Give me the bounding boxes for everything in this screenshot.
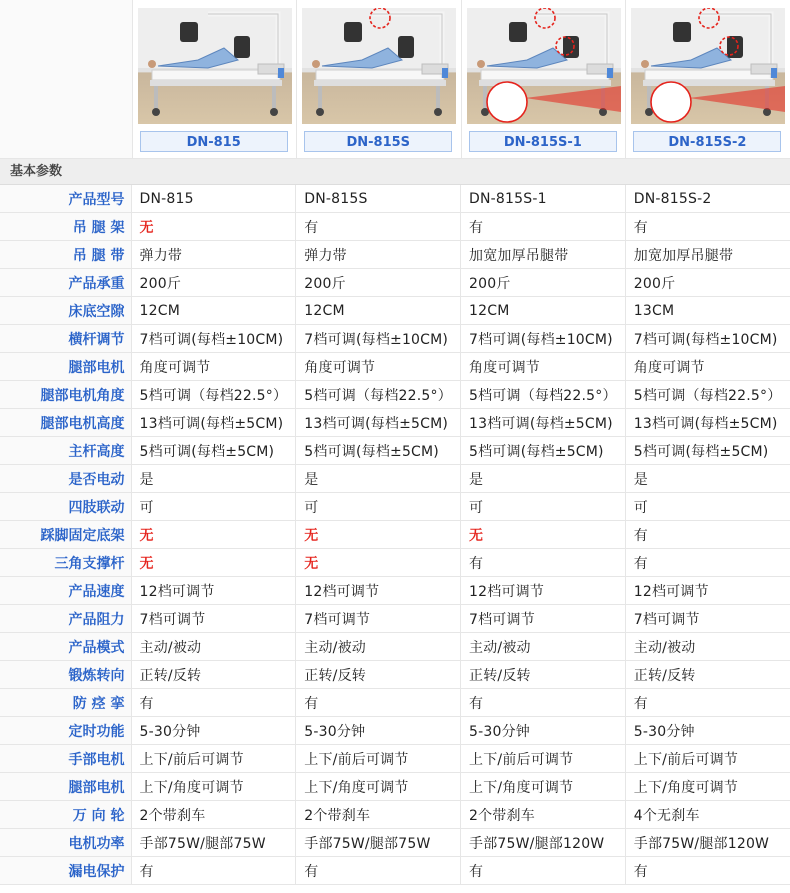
spec-value: 角度可调节 [625,353,790,381]
spec-row [0,549,790,577]
spec-value: 200斤 [131,269,296,297]
spec-value: 5档可调(每档±5CM) [131,437,296,465]
spec-row [0,381,790,409]
spec-label: 吊 腿 架 [0,213,131,241]
spec-value: 弹力带 [131,241,296,269]
product-column-1 [133,0,298,158]
spec-value: 无 [131,213,296,241]
spec-label: 产品模式 [0,633,131,661]
spec-value: 4个无刹车 [625,801,790,829]
product-column-2 [297,0,462,158]
spec-value: 可 [296,493,461,521]
spec-label: 定时功能 [0,717,131,745]
spec-label: 锻炼转向 [0,661,131,689]
spec-row [0,465,790,493]
spec-row [0,325,790,353]
spec-value: 有 [131,857,296,885]
spec-value: 有 [625,857,790,885]
spec-row [0,213,790,241]
spec-row [0,801,790,829]
spec-label: 腿部电机 [0,773,131,801]
spec-value: 上下/角度可调节 [461,773,626,801]
spec-value: 有 [461,213,626,241]
spec-value: 200斤 [461,269,626,297]
spec-value: DN-815S-1 [461,185,626,213]
header-corner [0,0,133,158]
spec-value: 13档可调(每档±5CM) [296,409,461,437]
spec-label: 吊 腿 带 [0,241,131,269]
product-column-3 [462,0,627,158]
spec-value: 是 [296,465,461,493]
spec-row [0,297,790,325]
spec-value: 12档可调节 [625,577,790,605]
spec-value: 有 [296,213,461,241]
product-photo [302,8,456,124]
spec-value: 有 [625,549,790,577]
spec-value: 有 [131,689,296,717]
spec-value: 7档可调(每档±10CM) [461,325,626,353]
spec-value: 13档可调(每档±5CM) [131,409,296,437]
spec-row [0,185,790,213]
spec-value: 13档可调(每档±5CM) [461,409,626,437]
base-circle-highlight [487,82,527,122]
spec-value: 有 [461,549,626,577]
spec-value: 上下/角度可调节 [625,773,790,801]
section-title: 基本参数 [0,159,790,185]
spec-row [0,521,790,549]
spec-value: 12档可调节 [296,577,461,605]
spec-row [0,493,790,521]
product-column-4 [626,0,790,158]
spec-value: 上下/前后可调节 [296,745,461,773]
spec-value: 有 [461,689,626,717]
spec-value: 加宽加厚吊腿带 [461,241,626,269]
spec-value: 上下/前后可调节 [131,745,296,773]
spec-value: 可 [461,493,626,521]
model-tag: DN-815S-2 [633,131,781,152]
spec-value: 上下/角度可调节 [296,773,461,801]
spec-row [0,745,790,773]
product-photo [467,8,621,124]
spec-value: 5-30分钟 [625,717,790,745]
spec-value: 有 [296,689,461,717]
product-header-row [0,0,790,159]
spec-value: 正转/反转 [625,661,790,689]
spec-value: 有 [625,689,790,717]
spec-value: 7档可调(每档±10CM) [296,325,461,353]
spec-label: 踩脚固定底架 [0,521,131,549]
spec-row [0,605,790,633]
spec-label: 防 痉 挛 [0,689,131,717]
spec-label: 床底空隙 [0,297,131,325]
spec-value: 是 [131,465,296,493]
spec-label: 四肢联动 [0,493,131,521]
spec-value: 7档可调节 [296,605,461,633]
spec-label: 电机功率 [0,829,131,857]
spec-value: 无 [131,521,296,549]
spec-row [0,773,790,801]
spec-value: 2个带刹车 [296,801,461,829]
model-tag: DN-815S-1 [469,131,617,152]
spec-value: 12CM [296,297,461,325]
spec-value: 手部75W/腿部120W [625,829,790,857]
spec-value: 7档可调(每档±10CM) [131,325,296,353]
spec-value: 正转/反转 [131,661,296,689]
spec-label: 手部电机 [0,745,131,773]
spec-value: 7档可调(每档±10CM) [625,325,790,353]
spec-label: 腿部电机 [0,353,131,381]
spec-value: 有 [461,857,626,885]
spec-value: 5档可调（每档22.5°） [131,381,296,409]
spec-value: 可 [625,493,790,521]
zoom-beam [689,86,785,112]
product-photo [138,8,292,124]
base-circle-highlight [651,82,691,122]
spec-value: 手部75W/腿部120W [461,829,626,857]
spec-value: 13档可调(每档±5CM) [625,409,790,437]
spec-label: 腿部电机角度 [0,381,131,409]
spec-label: 产品速度 [0,577,131,605]
spec-row [0,717,790,745]
product-photo [631,8,785,124]
spec-value: 是 [625,465,790,493]
spec-row [0,353,790,381]
spec-value: 主动/被动 [296,633,461,661]
spec-value: 角度可调节 [296,353,461,381]
spec-value: 12CM [131,297,296,325]
spec-row [0,241,790,269]
spec-label: 产品型号 [0,185,131,213]
spec-label: 横杆调节 [0,325,131,353]
spec-value: 5档可调(每档±5CM) [461,437,626,465]
spec-row [0,409,790,437]
spec-value: 5-30分钟 [296,717,461,745]
spec-value: 7档可调节 [461,605,626,633]
spec-value: 5档可调(每档±5CM) [625,437,790,465]
spec-value: DN-815S [296,185,461,213]
spec-value: 无 [461,521,626,549]
spec-value: 上下/前后可调节 [461,745,626,773]
spec-row [0,661,790,689]
spec-value: 5档可调（每档22.5°） [625,381,790,409]
spec-row [0,577,790,605]
spec-value: 有 [625,521,790,549]
spec-label: 腿部电机高度 [0,409,131,437]
spec-value: 无 [296,549,461,577]
spec-value: 正转/反转 [296,661,461,689]
spec-value: 12档可调节 [131,577,296,605]
spec-value: 5-30分钟 [461,717,626,745]
spec-value: 5-30分钟 [131,717,296,745]
spec-row [0,633,790,661]
spec-value: DN-815S-2 [625,185,790,213]
spec-label: 主杆高度 [0,437,131,465]
spec-value: 弹力带 [296,241,461,269]
spec-value: 可 [131,493,296,521]
spec-value: 7档可调节 [131,605,296,633]
spec-value: 200斤 [296,269,461,297]
spec-row [0,689,790,717]
spec-value: 有 [625,213,790,241]
spec-value: 上下/前后可调节 [625,745,790,773]
spec-label: 是否电动 [0,465,131,493]
spec-value: 5档可调（每档22.5°） [296,381,461,409]
spec-value: 有 [296,857,461,885]
spec-row [0,437,790,465]
spec-table [0,185,790,885]
spec-value: 主动/被动 [461,633,626,661]
spec-value: 13CM [625,297,790,325]
spec-value: 角度可调节 [131,353,296,381]
spec-value: 正转/反转 [461,661,626,689]
spec-value: 5档可调（每档22.5°） [461,381,626,409]
spec-value: 5档可调(每档±5CM) [296,437,461,465]
spec-value: 加宽加厚吊腿带 [625,241,790,269]
spec-value: 12档可调节 [461,577,626,605]
spec-label: 万 向 轮 [0,801,131,829]
spec-value: 角度可调节 [461,353,626,381]
spec-value: 无 [131,549,296,577]
spec-row [0,269,790,297]
spec-label: 产品阻力 [0,605,131,633]
spec-label: 漏电保护 [0,857,131,885]
spec-value: 是 [461,465,626,493]
spec-value: 手部75W/腿部75W [131,829,296,857]
spec-value: 2个带刹车 [461,801,626,829]
zoom-beam [525,86,621,112]
model-tag: DN-815S [304,131,452,152]
spec-value: 手部75W/腿部75W [296,829,461,857]
spec-value: 12CM [461,297,626,325]
spec-value: 上下/角度可调节 [131,773,296,801]
spec-value: 2个带刹车 [131,801,296,829]
model-tag: DN-815 [140,131,288,152]
spec-label: 产品承重 [0,269,131,297]
spec-row [0,857,790,885]
spec-value: 7档可调节 [625,605,790,633]
spec-value: 主动/被动 [131,633,296,661]
spec-value: 无 [296,521,461,549]
spec-value: 200斤 [625,269,790,297]
spec-row [0,829,790,857]
spec-value: 主动/被动 [625,633,790,661]
spec-label: 三角支撑杆 [0,549,131,577]
spec-value: DN-815 [131,185,296,213]
